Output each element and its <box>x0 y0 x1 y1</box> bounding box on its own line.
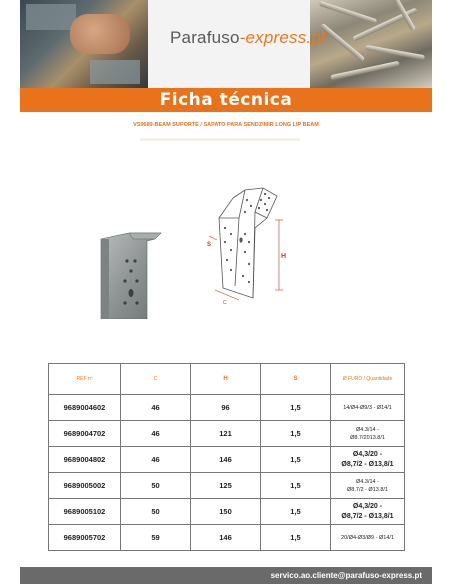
header-s: S <box>261 364 331 395</box>
dimension-s-label: S <box>207 242 212 248</box>
cell-furo: Ø4.3/14 - Ø8.7/2013.8/1 <box>331 421 405 447</box>
cell-c: 50 <box>121 473 191 499</box>
cell-h: 150 <box>191 499 261 525</box>
cell-s: 1,5 <box>261 499 331 525</box>
table-row <box>49 421 405 447</box>
tools-photo <box>20 0 148 88</box>
cell-c: 46 <box>121 395 191 421</box>
header-h: H <box>191 364 261 395</box>
screws-photo <box>310 0 432 88</box>
footer-email[interactable]: servico.ao.cliente@parafuso-express.pt <box>270 571 422 580</box>
cell-ref: 9689005102 <box>49 499 121 525</box>
cell-c: 50 <box>121 499 191 525</box>
cell-s: 1,5 <box>261 473 331 499</box>
product-subtitle: VS9689-BEAM SUPORTE / SAPATO PARA SENDZIMIR LONG LIP BEAM <box>133 122 319 128</box>
cell-ref: 9689004602 <box>49 395 121 421</box>
cell-ref: 9689005002 <box>49 473 121 499</box>
cell-s: 1,5 <box>261 395 331 421</box>
cell-s: 1,5 <box>261 525 331 551</box>
cell-furo: 14/Ø4-Ø9/3 - Ø14/1 <box>331 395 405 421</box>
table-row <box>49 395 405 421</box>
brand-main: Parafuso <box>170 28 240 47</box>
header-ref: REF nº <box>49 364 121 395</box>
cell-ref: 9689005702 <box>49 525 121 551</box>
cell-furo: Ø4.3/14 - Ø8.7/2 - Ø13.8/1 <box>331 473 405 499</box>
cell-h: 96 <box>191 395 261 421</box>
cell-c: 59 <box>121 525 191 551</box>
table-header-row <box>49 364 405 395</box>
cell-s: 1,5 <box>261 447 331 473</box>
cell-h: 146 <box>191 525 261 551</box>
cell-h: 125 <box>191 473 261 499</box>
table-row <box>49 473 405 499</box>
cell-s: 1,5 <box>261 421 331 447</box>
brand-logo <box>170 28 326 48</box>
cell-h: 146 <box>191 447 261 473</box>
table-row <box>49 525 405 551</box>
page-title: Ficha técnica <box>159 90 293 110</box>
dimension-c-label: C <box>223 300 227 306</box>
cell-h: 121 <box>191 421 261 447</box>
table-row <box>49 499 405 525</box>
cell-ref: 9689004702 <box>49 421 121 447</box>
header-furo: Ø FURO / Quantidade <box>331 364 405 395</box>
product-photo <box>95 227 165 319</box>
cell-furo: Ø4,3/20 - Ø8,7/2 - Ø13,8/1 <box>331 499 405 525</box>
faded-text-line <box>140 138 300 141</box>
dimension-h-label: H <box>281 253 287 260</box>
brand-accent: -express.pt <box>239 28 326 47</box>
cell-furo: Ø4,3/20 - Ø8,7/2 - Ø13,8/1 <box>331 447 405 473</box>
cell-ref: 9689004802 <box>49 447 121 473</box>
technical-drawing <box>205 178 305 310</box>
table-row <box>49 447 405 473</box>
spec-table <box>48 363 405 551</box>
header-banner <box>20 0 432 88</box>
cell-c: 46 <box>121 447 191 473</box>
cell-c: 46 <box>121 421 191 447</box>
header-c: C <box>121 364 191 395</box>
cell-furo: 20/Ø4-Ø3/Ø9 - Ø14/1 <box>331 525 405 551</box>
